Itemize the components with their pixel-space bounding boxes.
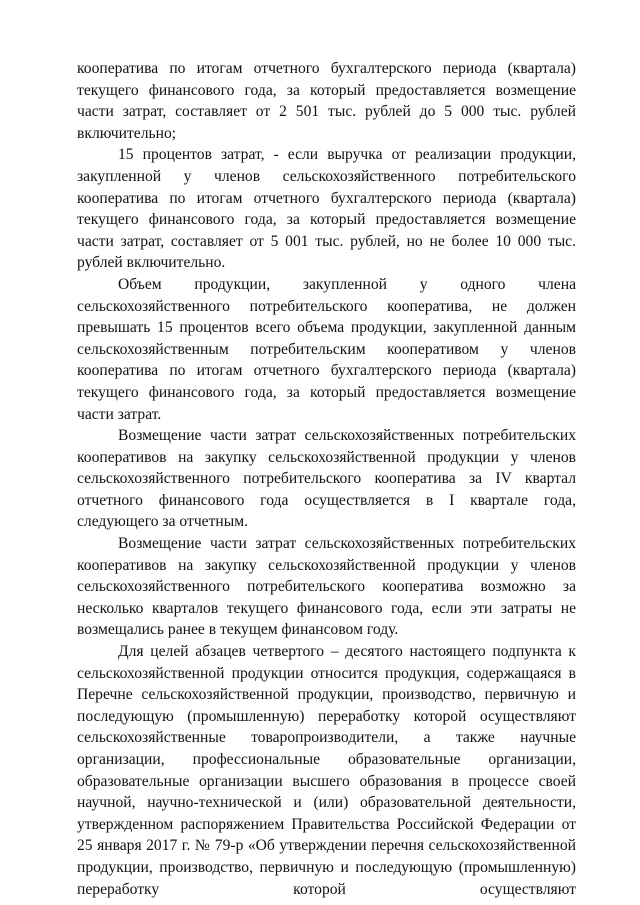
paragraph-15-percent: 15 процентов затрат, - если выручка от реализации продукции, закупленной у членов сельскохозяйственного потребительского кооператива по итогам отчетного бухгалтерского периода (квартала) текущего финансового года, за который предоставляется возмещение части затрат, составляет от 5 001 тыс. рублей, но не более 10 000 тыс. рублей включительно. [77, 146, 576, 272]
paragraph-product-definition: Для целей абзацев четвертого – десятого настоящего подпункта к сельскохозяйственной продукции относится продукция, содержащаяся в Перечне сельскохозяйственной продукции, производство, первичную и последующую (промышленную) переработку которой осуществляют сельскохозяйственные товаропроизводители, а также научные организации, профессиональные образовательные организации, образовательные организации высшего образования в процессе своей научной, научно-технической и (или) образовательной деятельности, утвержденном распоряжением Правительства Российской Федерации от 25 января 2017 г. № 79-р «Об утверждении перечня сельскохозяйственной продукции, производство, первичную и последующую (промышленную) переработку которой осуществляют [77, 643, 576, 898]
paragraph-several-quarters: Возмещение части затрат сельскохозяйственных потребительских кооперативов на закупку сельскохозяйственной продукции у членов сельскохозяйственного потребительского кооператива возможно за несколько кварталов текущего финансового года, если эти затраты не возмещались ранее в текущем финансовом году. [77, 535, 576, 639]
paragraph-volume-limit: Объем продукции, закупленной у одного члена сельскохозяйственного потребительского кооператива, не должен превышать 15 процентов всего объема продукции, закупленной данным сельскохозяйственным потребительским кооперативом у членов кооператива по итогам отчетного бухгалтерского периода (квартала) текущего финансового года, за который предоставляется возмещение части затрат. [77, 275, 576, 423]
paragraph-quarter-iv: Возмещение части затрат сельскохозяйственных потребительских кооперативов на закупку сельскохозяйственной продукции у членов сельскохозяйственного потребительского кооператива за IV квартал отчетного финансового года осуществляется в I квартале года, следующего за отчетным. [77, 427, 576, 531]
paragraph-continuation: кооператива по итогам отчетного бухгалтерского периода (квартала) текущего финансового года, за который предоставляется возмещение части затрат, составляет от 2 501 тыс. рублей до 5 000 тыс. рублей включительно; [77, 60, 576, 142]
